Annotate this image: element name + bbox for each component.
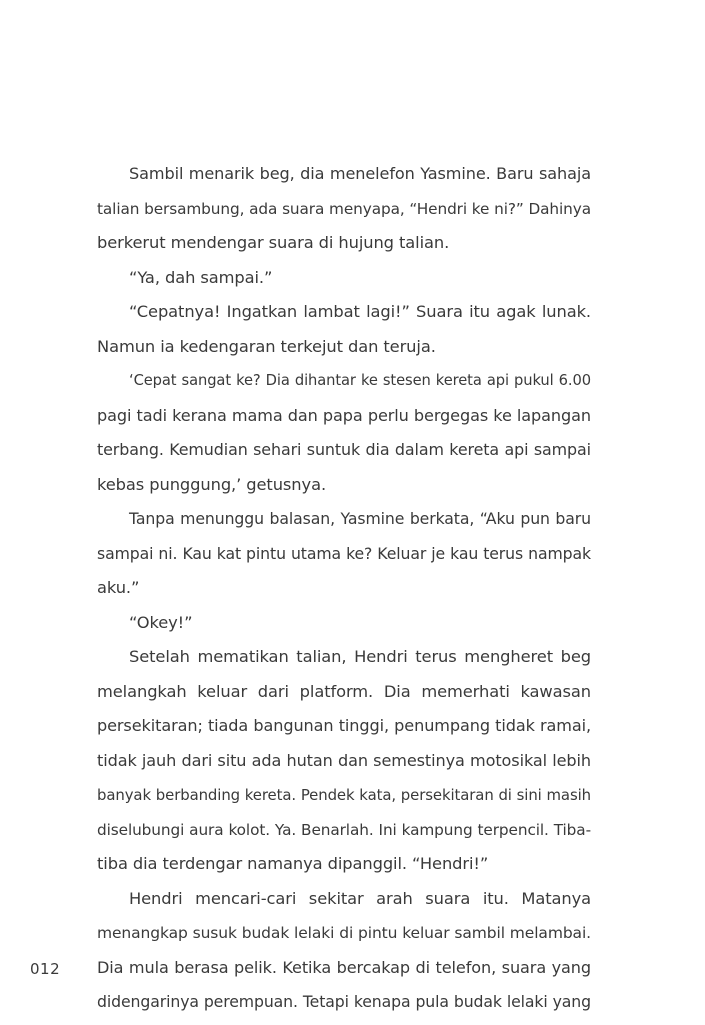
text-line: Namun ia kedengaran terkejut dan teruja. bbox=[97, 336, 436, 356]
text-line: talian bersambung, ada suara menyapa, “Hendri ke ni?” Dahinya bbox=[97, 199, 591, 218]
text-line: Hendri mencari-cari sekitar arah suara itu. Matanya bbox=[129, 888, 591, 908]
text-line: diselubungi aura kolot. Ya. Benarlah. Ini kampung terpencil. Tiba- bbox=[97, 820, 591, 839]
text-line: persekitaran; tiada bangunan tinggi, penumpang tidak ramai, bbox=[97, 716, 591, 735]
text-line: ‘Cepat sangat ke? Dia dihantar ke stesen kereta api pukul 6.00 bbox=[129, 372, 591, 389]
body-text bbox=[97, 157, 591, 1020]
text-line: aku.” bbox=[97, 578, 140, 597]
text-line: Dia mula berasa pelik. Ketika bercakap di telefon, suara yang bbox=[97, 957, 591, 977]
text-line: kebas punggung,’ getusnya. bbox=[97, 474, 327, 494]
page-number: 012 bbox=[30, 960, 61, 978]
text-line: melangkah keluar dari platform. Dia memerhati kawasan bbox=[97, 681, 591, 701]
text-line: Tanpa menunggu balasan, Yasmine berkata, “Aku pun baru bbox=[129, 509, 591, 528]
text-line: Setelah mematikan talian, Hendri terus mengheret beg bbox=[129, 647, 591, 666]
text-line: didengarinya perempuan. Tetapi kenapa pula budak lelaki yang bbox=[97, 992, 591, 1011]
text-line: “Ya, dah sampai.” bbox=[129, 267, 273, 287]
text-line: tidak jauh dari situ ada hutan dan semestinya motosikal lebih bbox=[97, 750, 591, 770]
text-line: Sambil menarik beg, dia menelefon Yasmine. Baru sahaja bbox=[129, 164, 591, 183]
text-line: “Cepatnya! Ingatkan lambat lagi!” Suara itu agak lunak. bbox=[129, 302, 591, 321]
text-line: menangkap susuk budak lelaki di pintu keluar sambil melambai. bbox=[97, 924, 591, 942]
text-line: tiba dia terdengar namanya dipanggil. “Hendri!” bbox=[97, 854, 489, 873]
text-line: berkerut mendengar suara di hujung talian. bbox=[97, 233, 450, 252]
text-line: “Okey!” bbox=[129, 612, 193, 632]
text-line: sampai ni. Kau kat pintu utama ke? Keluar je kau terus nampak bbox=[97, 543, 591, 563]
text-line: terbang. Kemudian sehari suntuk dia dalam kereta api sampai bbox=[97, 440, 591, 459]
text-line: banyak berbanding kereta. Pendek kata, persekitaran di sini masih bbox=[97, 786, 591, 804]
text-line: pagi tadi kerana mama dan papa perlu bergegas ke lapangan bbox=[97, 405, 591, 425]
